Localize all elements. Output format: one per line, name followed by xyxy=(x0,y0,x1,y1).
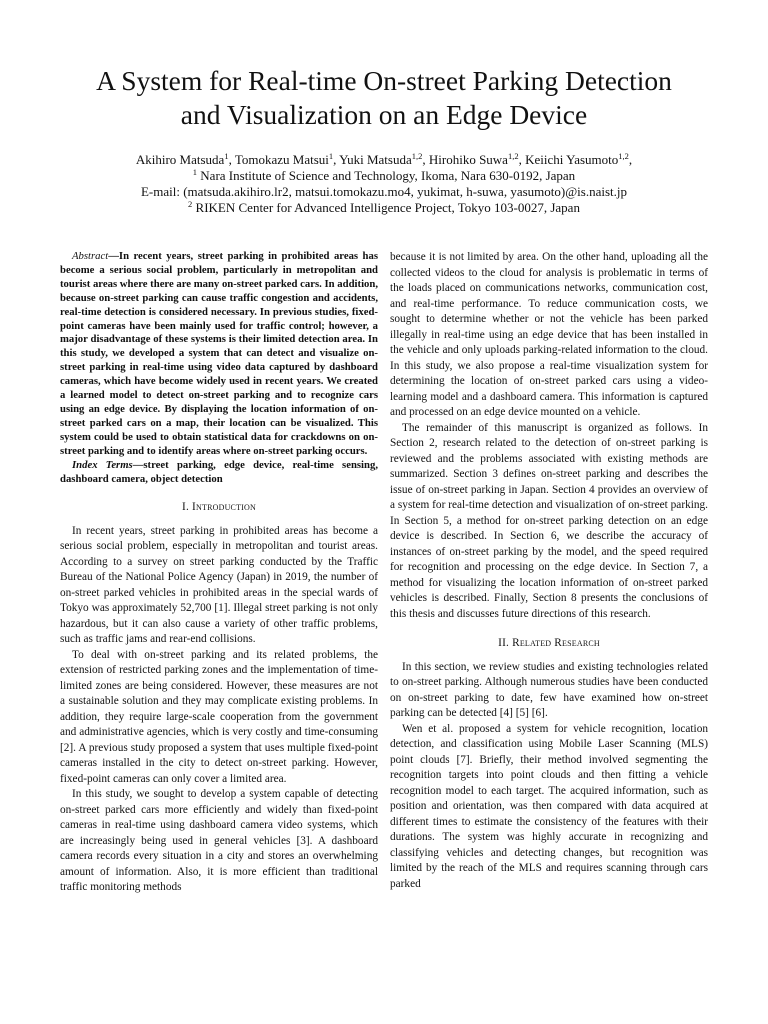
author-affiliation-mark: 1 xyxy=(224,151,229,161)
title-line-1: A System for Real-time On-street Parking Detection xyxy=(96,65,672,96)
author-block xyxy=(40,152,728,216)
paper-title xyxy=(40,64,728,132)
index-terms-text: —street parking, edge device, real-time sensing, dashboard camera, object detection xyxy=(60,458,378,485)
author-name: Akihiro Matsuda xyxy=(135,152,225,167)
intro-paragraph: To deal with on-street parking and its related problems, the extension of restricted parking zones and the implementation of time-limited zones are being considered. However, these measures are not a sustainable solution and they may complicate existing problems. In addition, they require large-scale cooperation from the government and administrative agencies, which is very costly and time-consuming [2]. A previous study proposed a system that uses multiple fixed-point cameras installed in the city to detect on-street parking. However, fixed-point cameras can only cover a limited area. xyxy=(60,648,378,785)
intro-paragraph: In this study, we sought to develop a system capable of detecting on-street parked cars more efficiently and widely than fixed-point cameras in real-time using dashboard camera video systems, which are increasingly being used in general vehicles [3]. A dashboard camera records every situation in a city and stores an overwhelming amount of information. Also, it is more efficient than traditional traffic monitoring methods xyxy=(60,788,378,894)
abstract-label: Abstract xyxy=(72,250,109,262)
index-terms xyxy=(60,459,378,487)
author-affiliation-mark: 1,2 xyxy=(618,151,629,161)
index-terms-label: Index Terms xyxy=(72,458,133,471)
author-list: Akihiro Matsuda$^1$, Tomokazu Matsui$^1$, Yuki Matsuda$^{1,2}$, Hirohiko Suwa$^{1,2}$, Keiichi Yasumoto$^{1,2}$, xyxy=(135,151,633,167)
author-name: Tomokazu Matsui xyxy=(234,152,329,167)
affiliation-2: $^2$ RIKEN Center for Advanced Intelligence Project, Tokyo 103-0027, Japan xyxy=(188,199,580,215)
author-name: Hirohiko Suwa xyxy=(428,152,508,167)
abstract-text: —In recent years, street parking in prohibited areas has become a serious social problem, particularly in metropolitan and tourist areas where there are many on-street parked cars. In addition, because on-street parking can cause traffic congestion and accidents, real-time detection is considered necessary. In previous studies, fixed-point cameras have been mainly used for traffic control; however, a major disadvantage of these systems is their limited detection area. In this study, we developed a system that can detect and visualize on-street parking in real-time using video data captured by dashboard cameras, which have become widely used in recent years. We created a learned model to detect on-street parking and to recognize cars using an edge device. By displaying the location information of on-street parked cars on a map, their location can be visualized. This system could be used to obtain statistical data for crackdowns on on-street parking and to identify areas where on-street parking occurs. xyxy=(60,250,378,457)
affiliation-1: $^1$ Nara Institute of Science and Technology, Ikoma, Nara 630-0192, Japan xyxy=(192,167,576,183)
title-line-2: and Visualization on an Edge Device xyxy=(180,99,588,130)
right-column xyxy=(390,250,708,892)
section-heading-introduction: I. Introduction xyxy=(182,501,256,514)
author-name: Yuki Matsuda xyxy=(339,152,412,167)
left-column xyxy=(60,250,378,896)
author-affiliation-mark: 1,2 xyxy=(411,151,423,161)
body-paragraph: because it is not limited by area. On the other hand, uploading all the collected videos to the cloud for analysis is problematic in terms of the loads placed on communications networks, communication cost, and real-time performance. To reduce communication costs, we sought to determine whether or not the vehicle has been parked illegally in real-time using an edge device that has been installed in the vehicle and only uploads parking-related information to the cloud. In this study, we also propose a real-time visualization system for determining the location of on-street parked cars using a video-learning model and a dashboard camera. This information is captured and processed on an edge device mounted on a vehicle. xyxy=(390,251,708,418)
abstract xyxy=(60,250,378,459)
related-paragraph: In this section, we review studies and existing technologies related to on-street parking. Although numerous studies have been conducted on on-street parking to date, few have examined how on-street parking can be detected [4] [5] [6]. xyxy=(390,660,708,719)
author-affiliation-mark: 1 xyxy=(328,151,334,161)
related-paragraph: Wen et al. proposed a system for vehicle recognition, location detection, and classification using Mobile Laser Scanning (MLS) point clouds [7]. Briefly, their method involved segmenting the recognition targets into point clouds and then fitting a vehicle recognition model to each target. The acquired information, such as position and orientation, was then compared with data acquired at different times to estimate the consistency of the features with their durations. The system was highly accurate in recognizing and classifying vehicles and detecting changes, but recognition was limited by the reach of the MLS and requires scanning through cars parked xyxy=(390,722,708,890)
email-line: E-mail: (matsuda.akihiro.lr2, matsui.tomokazu.mo4, yukimat, h-suwa, yasumoto)@is.naist.jp xyxy=(140,184,628,199)
author-name: Keiichi Yasumoto xyxy=(525,152,619,167)
body-paragraph: The remainder of this manuscript is organized as follows. In Section 2, research related to the detection of on-street parking is reviewed and the problems associated with existing methods are summarized. Section 3 defines on-street parking and describes the issue of on-street parking in Japan. Section 4 provides an overview of a system for real-time detection and visualization of on-street parking. In Section 5, a method for on-street parking detection on an edge device is described. In Section 6, we describe the accuracy of instances of on-street parking by the model, and the speed required for recognition and processing on the edge device. In Section 7, a method for visualizing the location information of on-street parked vehicles is described. Finally, Section 8 presents the conclusions of this thesis and discusses future directions of this research. xyxy=(390,421,708,620)
section-heading-related-research: II. Related Research xyxy=(498,637,600,649)
intro-paragraph: In recent years, street parking in prohibited areas has become a serious social problem, especially in metropolitan and tourist areas. According to a survey on street parking conducted by the Traffic Bureau of the National Police Agency (Japan) in 2019, the number of on-street parked vehicles in prohibited areas in the special wards of Tokyo was approximately 52,700 [1]. Illegal street parking is not only hazardous, but it can also cause a variety of other traffic problems, such as traffic jams and rear-end collisions. xyxy=(60,524,378,646)
author-affiliation-mark: 1,2 xyxy=(507,151,519,161)
